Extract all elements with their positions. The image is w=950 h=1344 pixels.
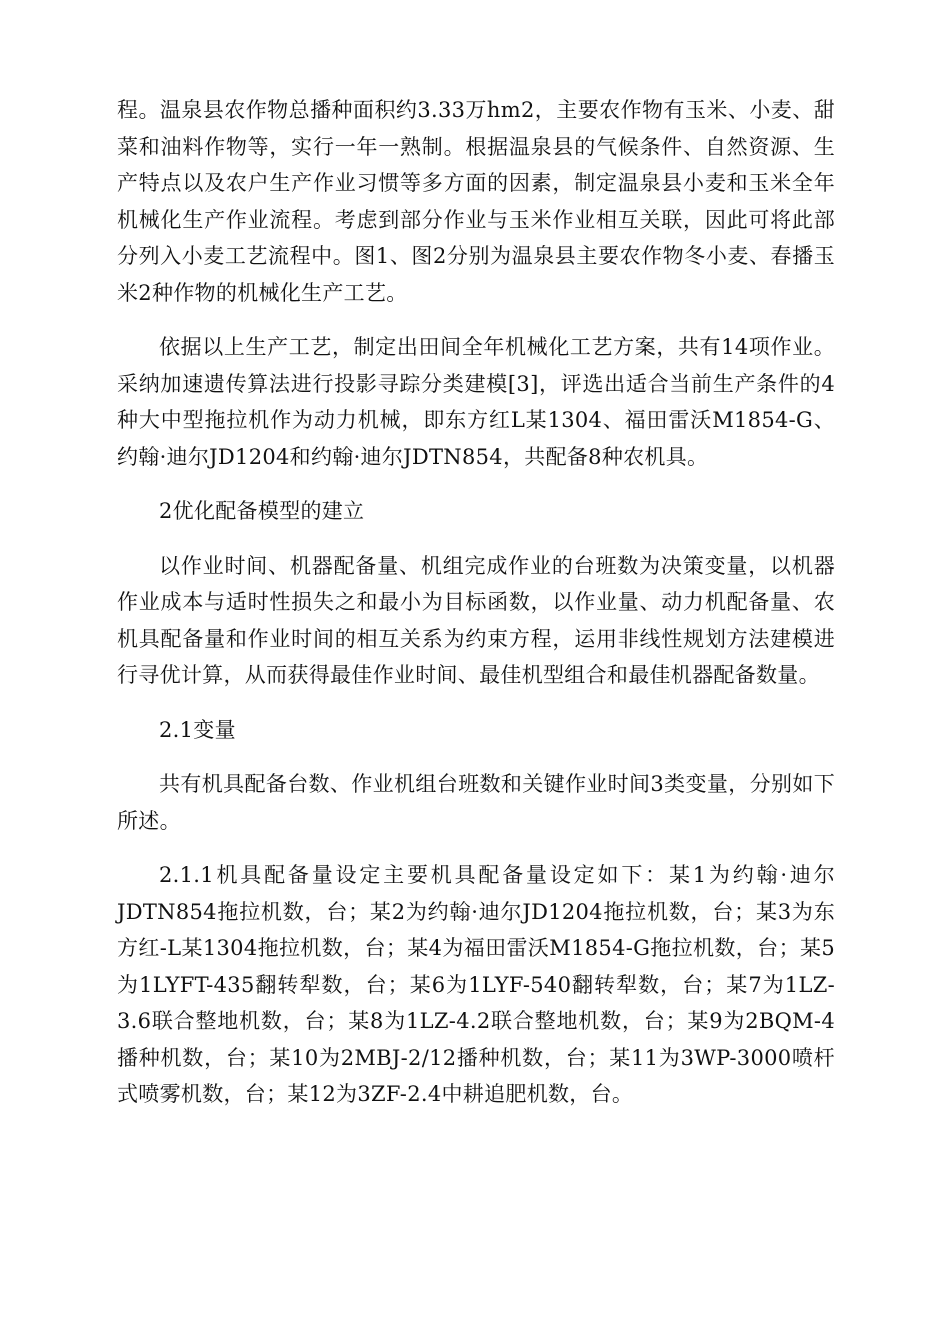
paragraph-scheme: 依据以上生产工艺，制定出田间全年机械化工艺方案，共有14项作业。采纳加速遗传算法进行投影寻踪分类建模[3]，评选出适合当前生产条件的4种大中型拖拉机作为动力机械，即东方红L某1304、福田雷沃M1854-G、约翰·迪尔JD1204和约翰·迪尔JDTN854，共配备8种农机具。: [117, 335, 835, 469]
paragraph-model: 以作业时间、机器配备量、机组完成作业的台班数为决策变量，以机器作业成本与适时性损失之和最小为目标函数，以作业量、动力机配备量、农机具配备量和作业时间的相互关系为约束方程，运用非线性规划方法建模进行寻优计算，从而获得最佳作业时间、最佳机型组合和最佳机器配备数量。: [117, 553, 835, 687]
paragraph-intro-continuation: 程。温泉县农作物总播种面积约3.33万hm2，主要农作物有玉米、小麦、甜菜和油料作物等，实行一年一熟制。根据温泉县的气候条件、自然资源、生产特点以及农户生产作业习惯等多方面的因素，制定温泉县小麦和玉米全年机械化生产作业流程。考虑到部分作业与玉米作业相互关联，因此可将此部分列入小麦工艺流程中。图1、图2分别为温泉县主要农作物冬小麦、春播玉米2种作物的机械化生产工艺。: [117, 98, 835, 305]
section-heading-2-1: 2.1变量: [159, 717, 236, 742]
paragraph-variables: 共有机具配备台数、作业机组台班数和关键作业时间3类变量，分别如下所述。: [117, 772, 835, 833]
document-body: [117, 92, 835, 1131]
section-heading-2: 2优化配备模型的建立: [159, 499, 365, 523]
paragraph-2-1-1: 2.1.1机具配备量设定主要机具配备量设定如下：某1为约翰·迪尔JDTN854拖拉机数，台；某2为约翰·迪尔JD1204拖拉机数，台；某3为东方红-L某1304拖拉机数，台；某4为福田雷沃M1854-G拖拉机数，台；某5为1LYFT-435翻转犁数，台；某6为1LYF-540翻转犁数，台；某7为1LZ-3.6联合整地机数，台；某8为1LZ-4.2联合整地机数，台；某9为2BQM-4播种机数，台；某10为2MBJ-2/12播种机数，台；某11为3WP-3000喷杆式喷雾机数，台；某12为3ZF-2.4中耕追肥机数，台。: [117, 863, 835, 1106]
